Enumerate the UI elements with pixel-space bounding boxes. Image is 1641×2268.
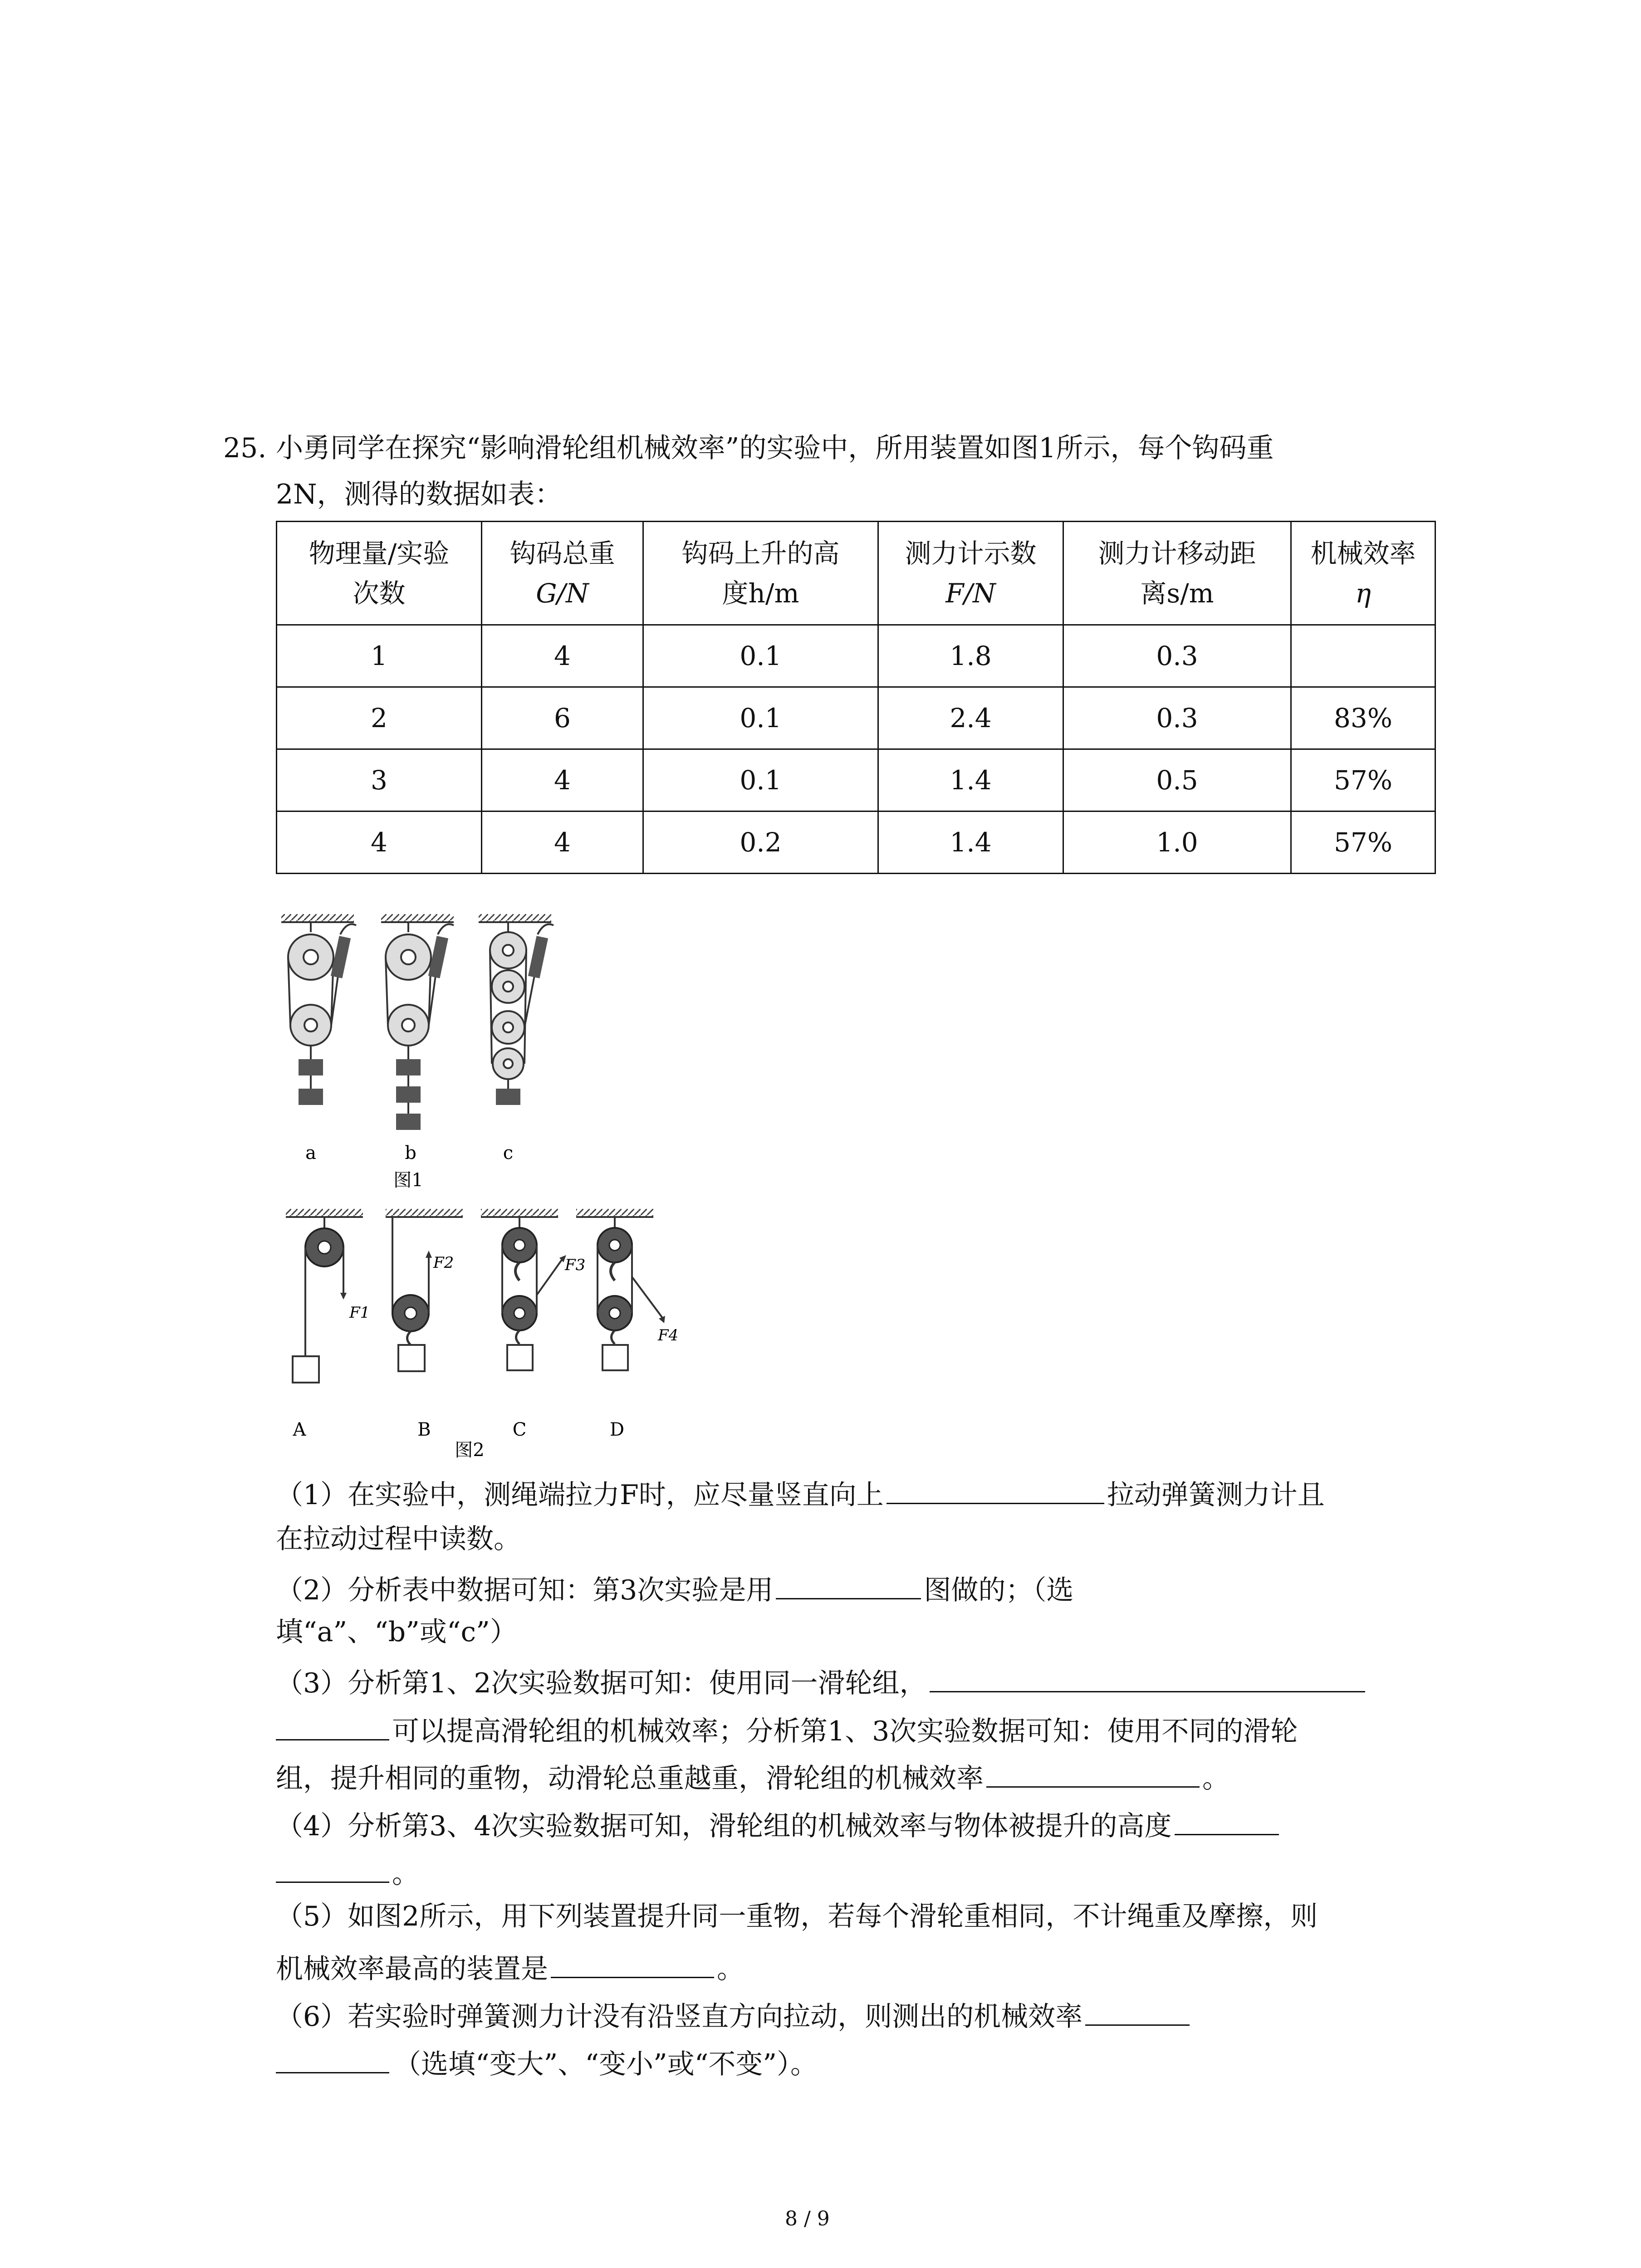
table-cell: 57% bbox=[1291, 749, 1435, 811]
q1-line2: 在拉动过程中读数。 bbox=[276, 1523, 521, 1555]
q6-answer-blank[interactable] bbox=[1085, 1998, 1190, 2026]
table-cell: 0.1 bbox=[643, 625, 878, 687]
q6-answer-blank-cont[interactable] bbox=[276, 2046, 389, 2073]
question-intro-line1: 小勇同学在探究“影响滑轮组机械效率”的实验中，所用装置如图1所示，每个钩码重 bbox=[276, 432, 1274, 464]
figure2-label-C: C bbox=[512, 1419, 527, 1440]
table-cell: 3 bbox=[277, 749, 482, 811]
header-cell: 钩码上升的高 度h/m bbox=[643, 522, 878, 625]
figure1-caption: 图1 bbox=[393, 1170, 423, 1191]
table-cell: 1 bbox=[277, 625, 482, 687]
setup-C bbox=[481, 1209, 566, 1370]
q6-line2: （选填“变大”、“变小”或“不变”）。 bbox=[276, 2046, 818, 2078]
data-table bbox=[276, 521, 1436, 874]
q3-answer-blank-2[interactable] bbox=[986, 1760, 1200, 1788]
table-cell: 57% bbox=[1291, 811, 1435, 874]
q4-line2: 。 bbox=[276, 1855, 419, 1887]
question-number: 25. bbox=[223, 432, 267, 464]
table-cell: 0.3 bbox=[1063, 687, 1291, 749]
header-cell: 机械效率 η bbox=[1291, 522, 1435, 625]
table-cell: 4 bbox=[482, 811, 643, 874]
q3-line1: （3）分析第1、2次实验数据可知：使用同一滑轮组， bbox=[276, 1665, 1365, 1697]
figure2-pulley-setups bbox=[272, 1209, 690, 1463]
figure1-label-c: c bbox=[503, 1143, 514, 1163]
figure2-label-B: B bbox=[417, 1419, 431, 1440]
table-row bbox=[277, 749, 1435, 811]
table-cell: 83% bbox=[1291, 687, 1435, 749]
page-number: 8 / 9 bbox=[785, 2207, 830, 2230]
setup-a bbox=[281, 914, 356, 1105]
q2-answer-blank[interactable] bbox=[776, 1572, 921, 1599]
setup-B bbox=[386, 1209, 463, 1371]
q5-answer-blank[interactable] bbox=[551, 1950, 714, 1978]
figure2-label-D: D bbox=[609, 1419, 625, 1440]
figure2-caption: 图2 bbox=[455, 1440, 485, 1461]
q1-line1: （1）在实验中，测绳端拉力F时，应尽量竖直向上 拉动弹簧测力计且 bbox=[276, 1476, 1325, 1509]
table-row bbox=[277, 687, 1435, 749]
setup-D bbox=[576, 1209, 665, 1370]
table-cell: 1.4 bbox=[878, 811, 1063, 874]
table-cell: 0.5 bbox=[1063, 749, 1291, 811]
q2-line1: （2）分析表中数据可知：第3次实验是用 图做的；（选 bbox=[276, 1572, 1073, 1604]
q3-answer-blank-1[interactable] bbox=[930, 1665, 1365, 1692]
table-cell: 4 bbox=[482, 749, 643, 811]
table-cell: 0.1 bbox=[643, 749, 878, 811]
table-cell: 4 bbox=[277, 811, 482, 874]
question-intro-line2: 2N，测得的数据如表： bbox=[276, 479, 562, 510]
table-cell: 2.4 bbox=[878, 687, 1063, 749]
force-label-F2: F2 bbox=[433, 1254, 454, 1272]
header-cell: 物理量/实验 次数 bbox=[277, 522, 482, 625]
q6-line1: （6）若实验时弹簧测力计没有沿竖直方向拉动，则测出的机械效率 bbox=[276, 1998, 1190, 2030]
force-label-F4: F4 bbox=[658, 1326, 679, 1344]
q4-answer-blank[interactable] bbox=[1175, 1808, 1279, 1835]
q3-answer-blank-1-cont[interactable] bbox=[276, 1713, 389, 1740]
force-label-F1: F1 bbox=[349, 1304, 370, 1322]
q2-line2: 填“a”、“b”或“c”） bbox=[276, 1616, 517, 1648]
q5-line1: （5）如图2所示，用下列装置提升同一重物，若每个滑轮重相同，不计绳重及摩擦，则 bbox=[276, 1901, 1318, 1932]
table-cell: 2 bbox=[277, 687, 482, 749]
table-row bbox=[277, 811, 1435, 874]
q5-line2: 机械效率最高的装置是 。 bbox=[276, 1950, 744, 1983]
table-cell: 0.2 bbox=[643, 811, 878, 874]
table-cell: 0.1 bbox=[643, 687, 878, 749]
setup-A bbox=[286, 1209, 363, 1383]
table-cell: 0.3 bbox=[1063, 625, 1291, 687]
figure1-label-b: b bbox=[405, 1143, 416, 1163]
header-cell: 测力计移动距 离s/m bbox=[1063, 522, 1291, 625]
table-header-row bbox=[277, 522, 1435, 625]
q3-line2: 可以提高滑轮组的机械效率；分析第1、3次实验数据可知：使用不同的滑轮 bbox=[276, 1713, 1298, 1745]
table-cell: 1.8 bbox=[878, 625, 1063, 687]
setup-c bbox=[479, 914, 554, 1105]
table-cell: 6 bbox=[482, 687, 643, 749]
figure2-label-A: A bbox=[293, 1419, 306, 1440]
table-cell: 1.4 bbox=[878, 749, 1063, 811]
setup-b bbox=[381, 914, 454, 1130]
q3-line3: 组，提升相同的重物，动滑轮总重越重，滑轮组的机械效率 。 bbox=[276, 1760, 1230, 1792]
table-cell bbox=[1291, 625, 1435, 687]
q4-line1: （4）分析第3、4次实验数据可知，滑轮组的机械效率与物体被提升的高度 bbox=[276, 1808, 1279, 1840]
q1-answer-blank[interactable] bbox=[887, 1476, 1104, 1504]
figure1-label-a: a bbox=[305, 1143, 316, 1163]
header-cell: 钩码总重 G/N bbox=[482, 522, 643, 625]
header-cell: 测力计示数 F/N bbox=[878, 522, 1063, 625]
table-cell: 1.0 bbox=[1063, 811, 1291, 874]
table-row bbox=[277, 625, 1435, 687]
table-cell: 4 bbox=[482, 625, 643, 687]
q4-answer-blank-cont[interactable] bbox=[276, 1855, 389, 1883]
figure1-pulley-setups bbox=[272, 914, 581, 1195]
force-label-F3: F3 bbox=[565, 1256, 586, 1274]
